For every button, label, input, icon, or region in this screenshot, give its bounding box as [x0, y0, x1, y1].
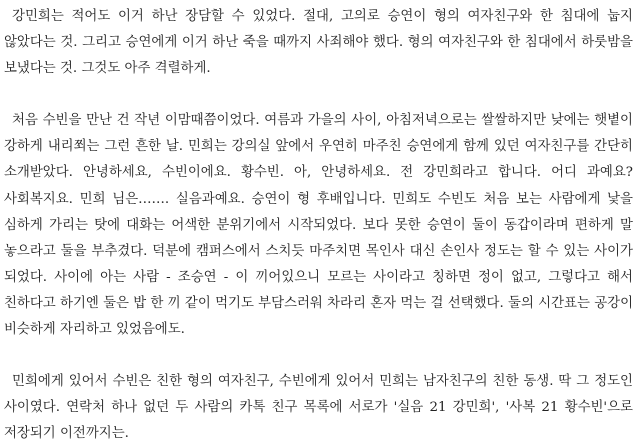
- paragraph-2: 처음 수빈을 만난 건 작년 이맘때쯤이었다. 여름과 가을의 사이, 아침저녁으로는 쌀쌀하지만 낮에는 햇볕이 강하게 내리쬐는 그런 흔한 날. 민희는 강의실 앞에서 우연히 마주친 승연에게 함께 있던 여자친구를 간단히 소개받았다. 안녕하세요, 수빈이에요. 황수빈. 아, 안녕하세요. 전 강민희라고 합니다. 어디 과예요? 사회복지요. 민희 님은……. 실음과예요. 승연이 형 후배입니다. 민희도 수빈도 처음 보는 사람에게 낯을 심하게 가리는 탓에 대화는 어색한 분위기에서 시작되었다. 보다 못한 승연이 둘이 동갑이라며 편하게 말 놓으라고 둘을 부추겼다. 덕분에 캠퍼스에서 스치듯 마주치면 목인사 대신 손인사 정도는 할 수 있는 사이가 되었다. 사이에 아는 사람 - 조승연 - 이 끼어있으니 모르는 사이라고 칭하면 정이 없고, 그렇다고 해서 친하다고 하기엔 둘은 밥 한 끼 같이 먹기도 부담스러워 차라리 혼자 먹는 걸 선택했다. 둘의 시간표는 공강이 비슷하게 자리하고 있었음에도.: [4, 113, 633, 338]
- paragraph-gap: [4, 343, 633, 369]
- paragraph-3: 민희에게 있어서 수빈은 친한 형의 여자친구, 수빈에게 있어서 민희는 남자친구의 친한 동생. 딱 그 정도인 사이였다. 연락처 하나 없던 두 사람의 카톡 친구 목록에 서로가 '실음 21 강민희', '사복 21 황수빈'으로 저장되기 이전까지는.: [4, 374, 633, 442]
- paragraph-gap: [4, 82, 633, 108]
- paragraph-1: 강민희는 적어도 이거 하난 장담할 수 있었다. 절대, 고의로 승연이 형의 여자친구와 한 침대에 눕지 않았다는 것. 그리고 승연에게 이거 하난 죽을 때까지 사죄해야 했다. 형의 여자친구와 한 침대에서 하룻밤을 보냈다는 것. 그것도 아주 격렬하게.: [4, 9, 633, 77]
